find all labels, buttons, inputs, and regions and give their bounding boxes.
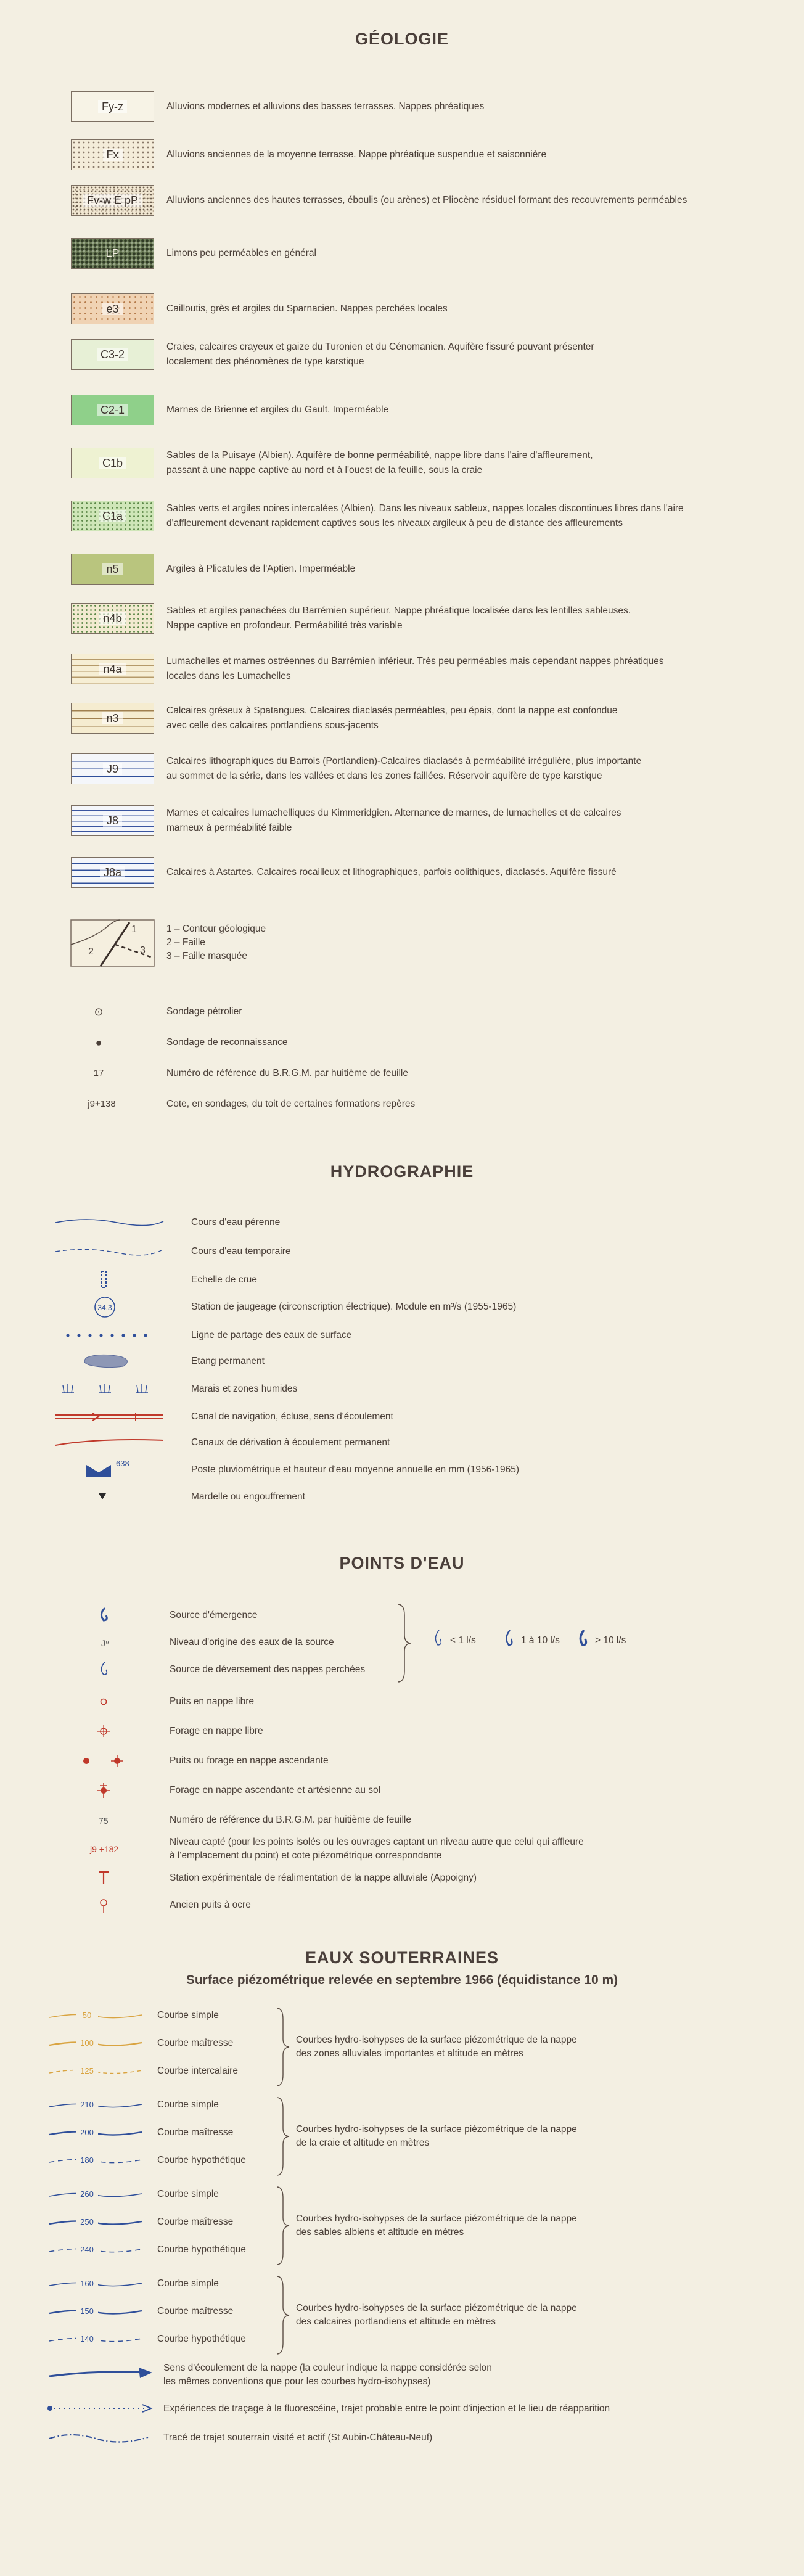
hydro-text: Cours d'eau temporaire [191,1246,291,1257]
geo-unit-description: Marnes et calcaires lumachelliques du Kimmeridgien. Alternance de marnes, de lumachelles et de calcaires marneux à perméabilité faible [166,808,621,833]
isohypse-curve [46,2032,145,2054]
hydro-symbol [49,1241,166,1263]
isohypse-value: 200 [80,2128,94,2137]
isohypse-text: Courbe simple [157,2099,219,2110]
point-eau-symbol [49,1809,166,1831]
geo-unit-description: Alluvions anciennes des hautes terrasses, éboulis (ou arènes) et Pliocène résiduel formant des recouvrements perméables [166,195,687,205]
isohypse-curve [46,2183,145,2205]
isohypse-value: 150 [80,2307,94,2316]
isohypse-value: 100 [80,2038,94,2048]
geo-unit-description: Marnes de Brienne et argiles du Gault. Imperméable [166,404,389,415]
geo-unit-description: Argiles à Plicatules de l'Aptien. Imperméable [166,564,356,574]
hydro-symbol [49,1212,166,1234]
geo-extra-text: Cote, en sondages, du toit de certaines formations repères [166,1099,416,1109]
geo-unit-code: C3-2 [97,348,128,361]
geo-unit-box [71,339,154,370]
isohypse-brace [274,2186,292,2266]
isohypse-brace [274,2275,292,2355]
geo-unit-code: J8a [100,866,125,879]
hydro-text: Mardelle ou engouffrement [191,1491,305,1502]
debit-label: > 10 l/s [595,1635,626,1646]
geo-unit-description: Sables verts et argiles noires intercalées (Albien). Dans les niveaux sableux, nappes locales discontinues libres dans l'aire d'affleurement devenant rapidement captives sous les niveaux argileux à peu de distance des affleurements [166,503,684,528]
hydro-text: Marais et zones humides [191,1384,298,1394]
hydro-text: Ligne de partage des eaux de surface [191,1330,352,1340]
isohypse-text: Courbe hypothétique [157,2244,246,2255]
point-eau-ref: 75 [99,1816,109,1826]
eaux-subtitle: Surface piézométrique relevée en septembre 1966 (équidistance 10 m) [186,1973,618,1987]
geo-unit-description: Sables et argiles panachées du Barrémien supérieur. Nappe phréatique localisée dans les lentilles sableuses. Nappe captive en profondeur. Perméabilité très variable [166,605,631,631]
hydro-text: Poste pluviométrique et hauteur d'eau moyenne annuelle en mm (1956-1965) [191,1464,520,1475]
isohypse-description: Courbes hydro-isohypses de la surface piézométrique de la nappe de la craie et altitude en mètres [296,2124,577,2148]
geo-unit-description: Lumachelles et marnes ostréennes du Barrémien inférieur. Très peu perméables mais cependant nappes phréatiques locales dans les Lumachelles [166,656,664,681]
footer-symbol [46,2363,157,2385]
geo-unit-code: e3 [102,303,122,315]
geo-unit-box [71,857,154,888]
isohypse-value: 240 [80,2245,94,2254]
point-eau-text: Forage en nappe libre [170,1726,263,1736]
isohypse-curve [46,2149,145,2171]
hydro-symbol [49,1350,166,1372]
point-eau-symbol [49,1691,166,1713]
geo-unit-box [71,293,154,324]
hydro-text: Station de jaugeage (circonscription électrique). Module en m³/s (1955-1965) [191,1302,517,1312]
geo-unit-code: Fy-z [98,100,127,113]
isohypse-curve [46,2210,145,2233]
source-debit-icon [502,1629,517,1649]
point-eau-text: Station expérimentale de réalimentation de la nappe alluviale (Appoigny) [170,1873,477,1883]
geo-unit-box [71,501,154,531]
point-eau-text: Source de déversement des nappes perchées [170,1664,366,1675]
geo-unit-code: LP [105,247,120,260]
geo-unit-box [71,654,154,684]
isohypse-curve [46,2004,145,2026]
point-eau-symbol [49,1750,166,1772]
points-eau-title: POINTS D'EAU [339,1554,465,1572]
geo-unit-description: Sables de la Puisaye (Albien). Aquifère de bonne perméabilité, nappe libre dans l'aire d'affleurement, passant à une nappe captive au nord et à l'ouest de la feuille, sous la craie [166,450,593,475]
isohypse-text: Courbe intercalaire [157,2065,238,2076]
geo-unit-code: J9 [103,763,122,775]
point-eau-symbol [49,1894,166,1916]
footer-text: Expériences de traçage à la fluorescéine, trajet probable entre le point d'injection et le lieu de réapparition [163,2403,610,2414]
point-eau-text: Puits en nappe libre [170,1696,255,1707]
geo-unit-description: Alluvions anciennes de la moyenne terrasse. Nappe phréatique suspendue et saisonnière [166,149,547,160]
isohypse-value: 140 [80,2334,94,2344]
geo-unit-box [71,139,154,170]
isohypse-value: 250 [80,2217,94,2226]
hydrographie-title: HYDROGRAPHIE [330,1162,474,1181]
geo-extra-text: Sondage de reconnaissance [166,1037,288,1048]
hydro-text: Cours d'eau pérenne [191,1217,281,1228]
geo-unit-code: J8 [103,814,122,827]
geo-unit-code: C1a [99,510,126,522]
geo-unit-description: Limons peu perméables en général [166,248,316,258]
isohypse-brace [274,2007,292,2087]
hydro-symbol [49,1269,166,1291]
isohypse-text: Courbe maîtresse [157,2217,234,2227]
point-eau-text: Puits ou forage en nappe ascendante [170,1755,329,1766]
geo-unit-description: Craies, calcaires crayeux et gaize du Turonien et du Cénomanien. Aquifère fissuré pouvant présenter localement des phénomènes de type karstique [166,342,594,367]
source-debit-icon [432,1629,446,1649]
geo-unit-description: Calcaires gréseux à Spatangues. Calcaires diaclasés perméables, peu épais, dont la nappe est confondue avec celle des calcaires portlandiens sous-jacents [166,705,618,731]
point-eau-text: Numéro de référence du B.R.G.M. par huitième de feuille [170,1815,411,1825]
geo-unit-box [71,91,154,122]
geo-unit-description: Calcaires à Astartes. Calcaires rocailleux et lithographiques, parfois oolithiques, diaclasés. Aquifère fissuré [166,867,617,877]
contour-legend-item: 2 – Faille [166,937,205,948]
geo-unit-code: n3 [102,712,122,724]
geo-unit-description: Cailloutis, grès et argiles du Sparnacien. Nappes perchées locales [166,303,448,314]
point-eau-text: Source d'émergence [170,1610,258,1620]
isohypse-value: 50 [82,2011,92,2020]
geo-unit-code: n4b [99,612,125,625]
point-eau-symbol [49,1837,166,1860]
hydro-symbol [49,1296,166,1318]
isohypse-curve [46,2300,145,2322]
geologie-title: GÉOLOGIE [355,30,449,48]
geo-extra-text: Sondage pétrolier [166,1006,242,1017]
geo-unit-box [71,238,154,269]
isohypse-text: Courbe simple [157,2278,219,2289]
point-eau-symbol [49,1720,166,1742]
hydro-symbol [49,1406,166,1428]
isohypse-text: Courbe simple [157,2189,219,2199]
point-eau-symbol [49,1867,166,1889]
hydro-symbol [49,1378,166,1400]
point-eau-symbol [49,1604,166,1626]
svg-text:J⁹: J⁹ [101,1638,109,1648]
geo-extra-symbol: ● [95,1036,102,1049]
geo-unit-code: C2-1 [97,404,128,416]
footer-symbol [46,2426,157,2448]
hydro-text: Canal de navigation, écluse, sens d'écoulement [191,1411,393,1422]
isohypse-description: Courbes hydro-isohypses de la surface piézométrique de la nappe des zones alluviales importantes et altitude en mètres [296,2035,577,2059]
jaugeage-value: 34.3 [97,1303,112,1312]
point-eau-text: Niveau capté (pour les points isolés ou les ouvrages captant un niveau autre que celui qui affleure à l'emplacement du point) et cote piézométrique correspondante [170,1837,584,1861]
isohypse-curve [46,2121,145,2143]
geo-unit-description: Alluvions modernes et alluvions des basses terrasses. Nappes phréatiques [166,101,485,112]
eaux-title: EAUX SOUTERRAINES [305,1948,499,1967]
hydro-symbol [49,1486,166,1508]
isohypse-value: 160 [80,2279,94,2288]
geo-unit-code: Fx [103,149,123,161]
hydro-text: Echelle de crue [191,1274,257,1285]
niveau-capte-value: j9 +182 [90,1844,119,1854]
isohypse-curve [46,2093,145,2115]
point-eau-text: Ancien puits à ocre [170,1900,251,1910]
isohypse-text: Courbe maîtresse [157,2038,234,2048]
debit-brace [395,1603,413,1683]
hydro-symbol [49,1432,166,1454]
isohypse-brace [274,2096,292,2176]
isohypse-curve [46,2059,145,2082]
isohypse-curve [46,2272,145,2294]
isohypse-text: Courbe simple [157,2010,219,2020]
contour-number: 1 [131,924,137,935]
geo-extra-symbol: ⊙ [94,1006,104,1018]
debit-label: < 1 l/s [450,1635,476,1646]
geo-unit-box [71,603,154,634]
point-eau-text: Forage en nappe ascendante et artésienne au sol [170,1785,381,1795]
geo-extra-symbol: j9+138 [88,1099,116,1109]
point-eau-text: Niveau d'origine des eaux de la source [170,1637,334,1647]
isohypse-value: 260 [80,2189,94,2199]
isohypse-curve [46,2238,145,2260]
pluvio-value: 638 [116,1459,129,1468]
geo-unit-description: Calcaires lithographiques du Barrois (Portlandien)-Calcaires diaclasés à perméabilité irrégulière, plus importante au sommet de la série, dans les vallées et dans les zones faillées. Réservoir aquifère de type karstique [166,756,642,781]
geo-unit-code: C1b [99,457,126,469]
point-eau-symbol [49,1659,166,1681]
geo-unit-code: n4a [99,663,125,675]
isohypse-description: Courbes hydro-isohypses de la surface piézométrique de la nappe des calcaires portlandiens et altitude en mètres [296,2303,577,2327]
geo-extra-text: Numéro de référence du B.R.G.M. par huitième de feuille [166,1068,408,1078]
geo-extra-symbol: 17 [93,1068,104,1078]
contour-number: 3 [140,945,146,956]
geo-unit-box [71,753,154,784]
isohypse-text: Courbe maîtresse [157,2127,234,2138]
isohypse-value: 210 [80,2100,94,2109]
source-debit-icon [576,1629,591,1649]
geo-unit-box [71,395,154,425]
isohypse-curve [46,2328,145,2350]
contour-number: 2 [88,946,94,957]
hydro-symbol [49,1459,166,1481]
geo-unit-box [71,703,154,734]
footer-symbol [46,2397,157,2419]
geo-unit-box [71,185,154,216]
contour-legend-item: 1 – Contour géologique [166,924,266,934]
isohypse-text: Courbe hypothétique [157,2334,246,2344]
geo-unit-box [71,805,154,836]
isohypse-value: 180 [80,2156,94,2165]
footer-text: Tracé de trajet souterrain visité et actif (St Aubin-Château-Neuf) [163,2432,433,2443]
geo-unit-box [71,448,154,478]
isohypse-text: Courbe maîtresse [157,2306,234,2316]
isohypse-value: 125 [80,2066,94,2075]
geo-unit-box [71,554,154,585]
isohypse-text: Courbe hypothétique [157,2155,246,2165]
isohypse-description: Courbes hydro-isohypses de la surface piézométrique de la nappe des sables albiens et altitude en mètres [296,2213,577,2238]
hydro-text: Canaux de dérivation à écoulement permanent [191,1437,390,1448]
point-eau-symbol [49,1631,166,1654]
geo-unit-code: n5 [102,563,122,575]
hydro-text: Etang permanent [191,1356,265,1366]
footer-text: Sens d'écoulement de la nappe (la couleur indique la nappe considérée selon les mêmes conventions que pour les courbes hydro-isohypses) [163,2363,492,2387]
contour-fault-symbol [71,920,154,966]
geo-unit-code: Fv-w E pP [83,194,142,207]
debit-label: 1 à 10 l/s [521,1635,560,1646]
point-eau-symbol [49,1779,166,1802]
hydro-symbol [49,1324,166,1347]
contour-legend-item: 3 – Faille masquée [166,951,247,961]
